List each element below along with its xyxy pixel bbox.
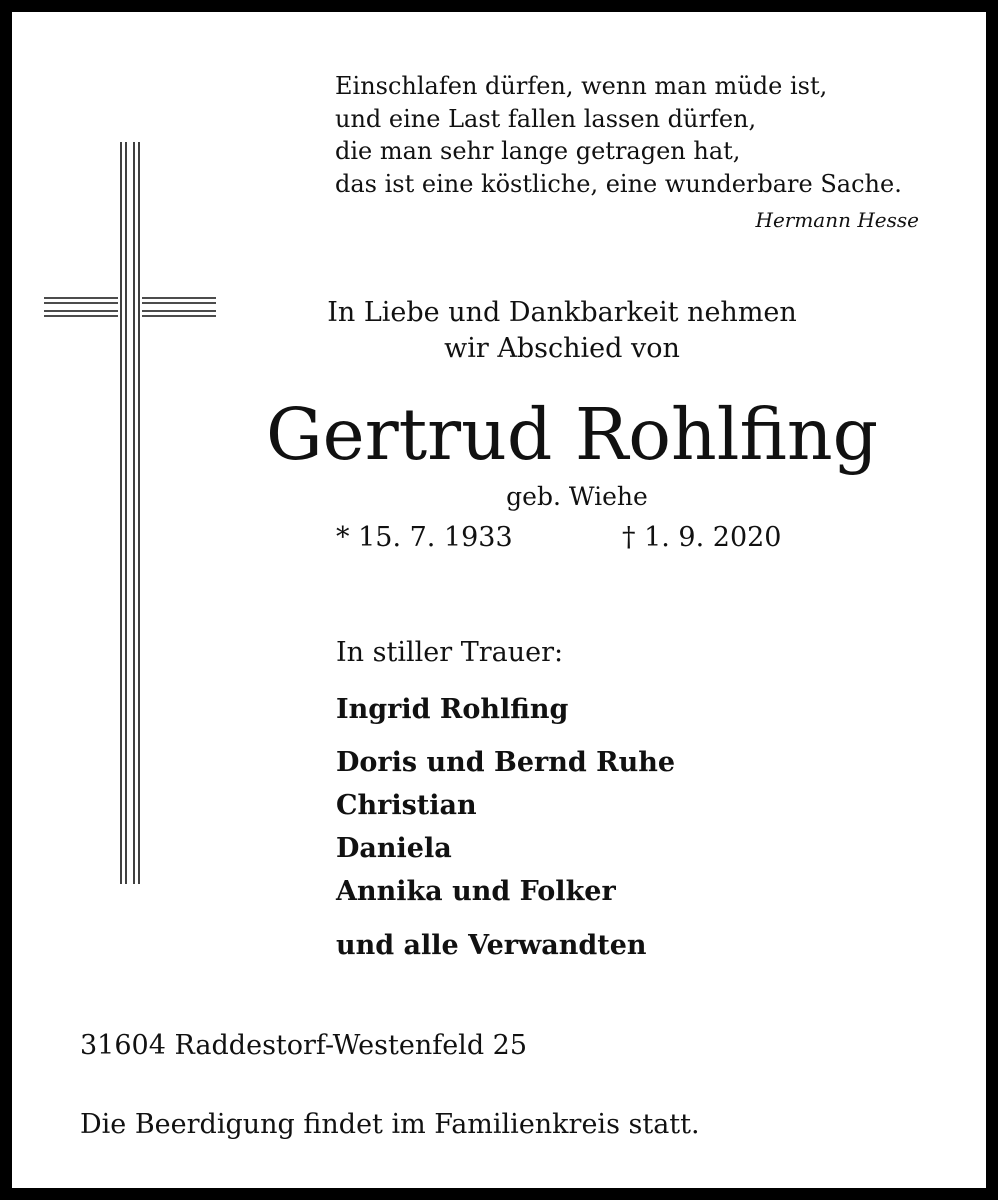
poem-line: die man sehr lange getragen hat, xyxy=(335,137,741,165)
cross-icon xyxy=(38,132,228,894)
mourner-name: Doris und Bernd Ruhe xyxy=(336,747,676,778)
intro-line: wir Abschied von xyxy=(444,333,680,364)
poem-line: und eine Last fallen lassen dürfen, xyxy=(335,104,757,133)
poem-author: Hermann Hesse xyxy=(755,208,919,232)
mourning-heading: In stiller Trauer: xyxy=(336,637,564,668)
poem xyxy=(335,70,935,200)
intro-line: In Liebe und Dankbarkeit nehmen xyxy=(327,297,797,328)
intro-text xyxy=(262,295,862,367)
mourner-name: und alle Verwandten xyxy=(336,930,647,961)
deceased-name: Gertrud Rohlfing xyxy=(265,393,879,476)
mourner-name: Ingrid Rohlfing xyxy=(336,694,569,725)
death-date: † 1. 9. 2020 xyxy=(622,522,782,553)
birth-name: geb. Wiehe xyxy=(506,482,648,511)
address: 31604 Raddestorf-Westenfeld 25 xyxy=(80,1030,528,1061)
mourner-name: Daniela xyxy=(336,833,452,864)
poem-line: das ist eine köstliche, eine wunderbare Sache. xyxy=(335,169,902,198)
birth-date: * 15. 7. 1933 xyxy=(336,522,513,553)
mourner-name: Christian xyxy=(336,790,477,821)
mourner-name: Annika und Folker xyxy=(336,876,616,907)
funeral-note: Die Beerdigung findet im Familienkreis statt. xyxy=(80,1109,700,1140)
poem-line: Einschlafen dürfen, wenn man müde ist, xyxy=(335,72,828,100)
